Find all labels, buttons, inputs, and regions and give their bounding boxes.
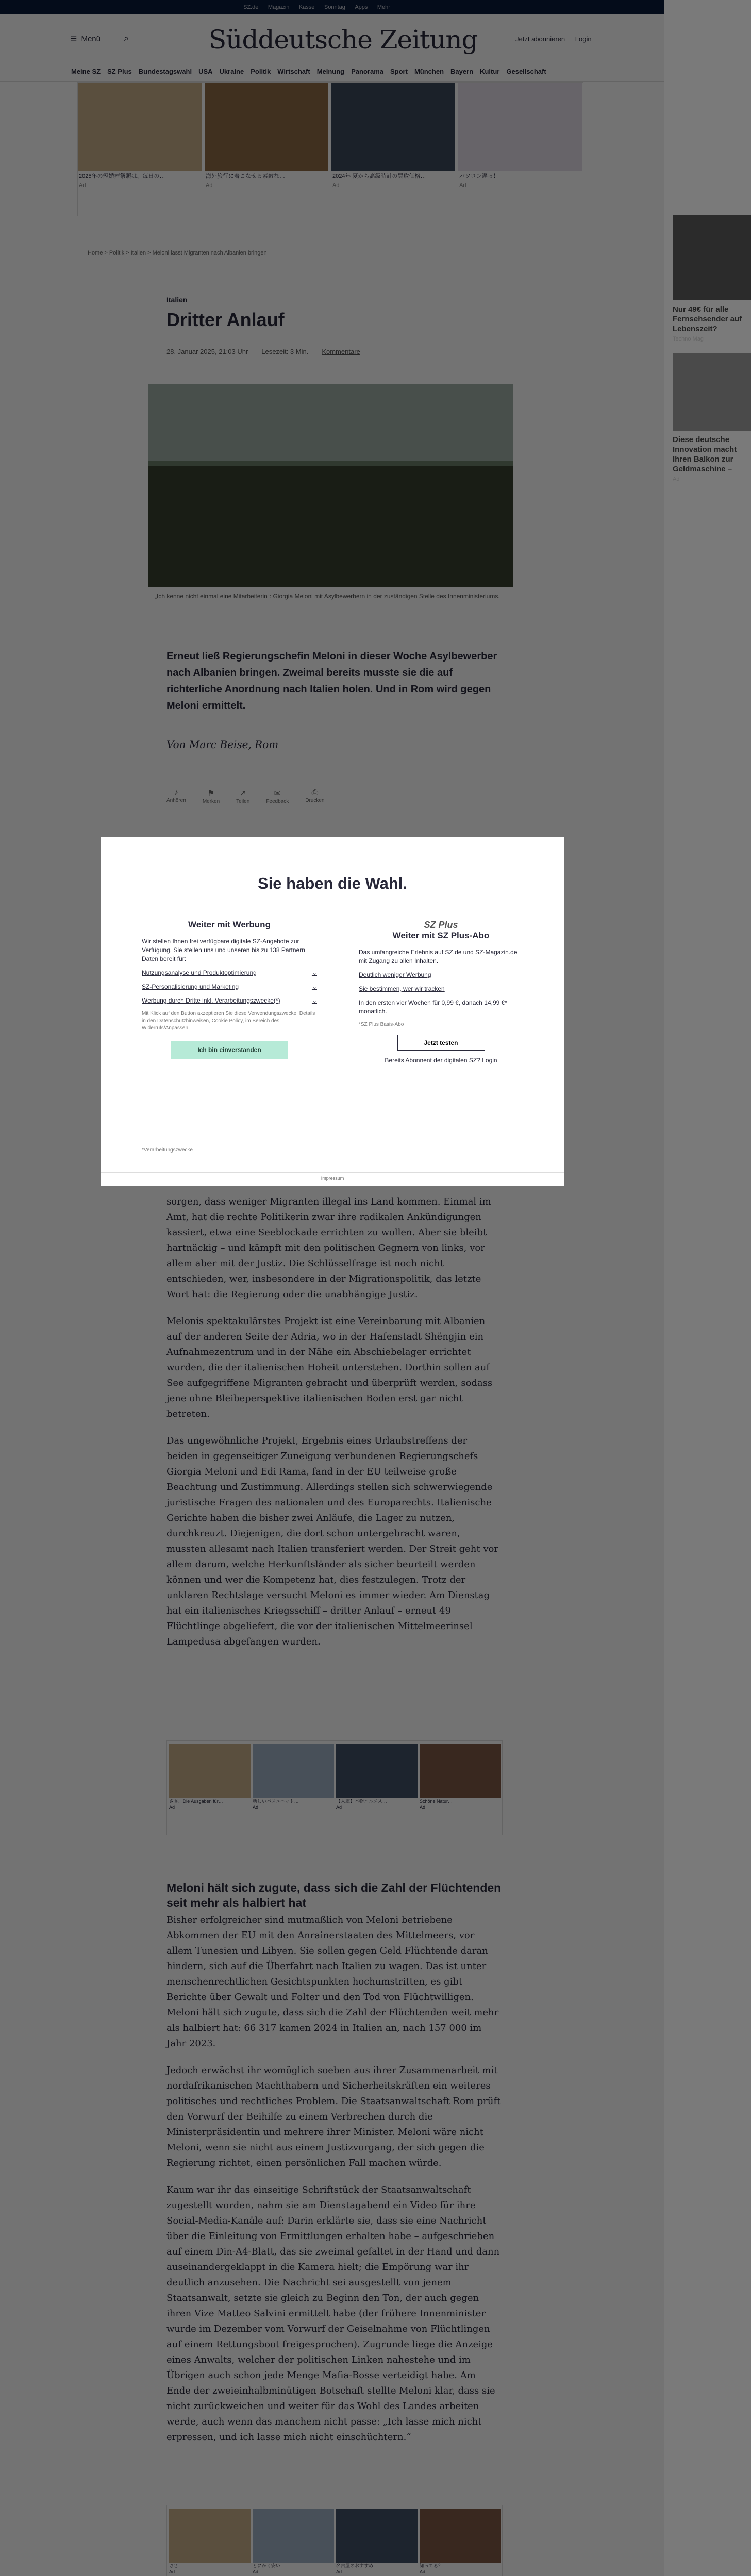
subscriber-login-link[interactable]: Login: [482, 1057, 497, 1064]
side-ad-title: Diese deutsche Innovation macht Ihren Balkon zur Geldmaschine –: [673, 435, 737, 473]
chevron-down-icon: ⌄: [311, 983, 317, 990]
subscriber-text: Bereits Abonnent der digitalen SZ?: [385, 1057, 480, 1064]
consent-row[interactable]: [142, 969, 317, 977]
side-ad-title: Nur 49€ für alle Fernsehsender auf Lebenszeit?: [673, 305, 742, 333]
ads-option-title: Weiter mit Werbung: [188, 920, 271, 929]
plus-option-title: Weiter mit SZ Plus-Abo: [392, 930, 490, 940]
side-ad[interactable]: [673, 215, 751, 482]
try-button[interactable]: Jetzt testen: [397, 1035, 485, 1051]
chevron-down-icon: ⌄: [311, 969, 317, 976]
consent-row-label: SZ-Personalisierung und Marketing: [142, 983, 239, 990]
consent-row[interactable]: [142, 982, 317, 991]
side-ad-source: Ad: [673, 476, 680, 482]
plus-price: In den ersten vier Wochen für 0,99 €, danach 14,99 €* monatlich.: [359, 999, 507, 1015]
side-ad-image: [673, 353, 751, 431]
consent-footer[interactable]: Impressum: [101, 1172, 564, 1181]
plus-small: *SZ Plus Basis-Abo: [359, 1022, 404, 1027]
ads-option-text: Wir stellen Ihnen frei verfügbare digitale SZ-Angebote zur Verfügung. Sie stellen uns und unseren bis zu 138 Partnern Daten bereit für:: [142, 938, 305, 962]
consent-row[interactable]: [142, 996, 317, 1005]
side-ad-image: [673, 215, 751, 300]
splus-logo: SZ Plus: [424, 920, 458, 930]
consent-note: *Verarbeitungszwecke: [142, 1147, 193, 1153]
chevron-down-icon: ⌄: [311, 997, 317, 1004]
side-ad-source: Techno Mag: [673, 336, 704, 342]
plus-option-text: Das umfangreiche Erlebnis auf SZ.de und SZ-Magazin.de mit Zugang zu allen Inhalten.: [359, 948, 518, 964]
plus-link[interactable]: Deutlich weniger Werbung: [359, 971, 431, 978]
ads-option-small: Mit Klick auf den Button akzeptieren Sie diese Verwendungszwecke. Details in den Datenschutzhinweisen, Cookie Policy, im Bereich des Widerrufs/Anpassen.: [142, 1011, 315, 1031]
accept-button[interactable]: Ich bin einverstanden: [171, 1041, 288, 1059]
consent-dialog: [101, 837, 564, 1186]
consent-ads-column: [142, 920, 317, 1059]
consent-row-label: Werbung durch Dritte inkl. Verarbeitungszwecke(*): [142, 997, 280, 1004]
consent-plus-column: [348, 920, 523, 1070]
consent-row-label: Nutzungsanalyse und Produktoptimierung: [142, 969, 257, 976]
consent-heading: Sie haben die Wahl.: [258, 874, 407, 892]
plus-link[interactable]: Sie bestimmen, wer wir tracken: [359, 985, 445, 992]
subscriber-login-row: [359, 1056, 523, 1065]
